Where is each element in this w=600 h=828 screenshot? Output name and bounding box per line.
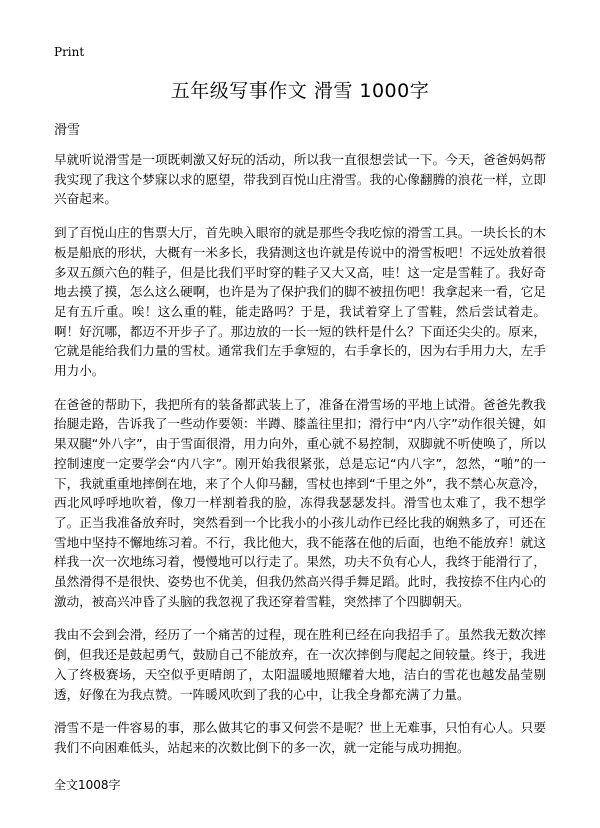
- article-body: [54, 150, 546, 772]
- paragraph-5: 滑雪不是一件容易的事，那么做其它的事又何尝不是呢？世上无难事，只怕有心人。只要我们不向困难低头，站起来的次数比倒下的多一次，就一定能与成功拥抱。: [54, 720, 546, 755]
- paragraph-4: 我由不会到会滑，经历了一个痛苦的过程，现在胜利已经在向我招手了。虽然我无数次摔倒，但我还是鼓起勇气，鼓励自己不能放弃，在一次次摔倒与爬起之间较量。终于，我进入了终极赛场，天空似乎更晴朗了，太阳温暖地照耀着大地，洁白的雪花也越发晶莹剔透，好像在为我点赞。一阵暖风吹到了我的心中，让我全身都充满了力量。: [54, 627, 546, 702]
- paragraph-3: 在爸爸的帮助下，我把所有的装备都武装上了，准备在滑雪场的平地上试滑。爸爸先教我抬腿走路，告诉我了一些动作要领：半蹲、膝盖往里扣；滑行中“内八字”动作很关键，如果双腿“外八字”，由于雪面很滑，用力向外，重心就不易控制，双脚就不听使唤了，所以控制速度一定要学会“内八字”。刚开始我很紧张，总是忘记“内八字”，忽然，“啪”的一下，我就重重地摔倒在地，来了个人仰马翻，雪杖也摔到“千里之外”，我不禁心灰意冷，西北风呼呼地吹着，像刀一样割着我的脸，冻得我瑟瑟发抖。滑雪也太难了，我不想学了。正当我准备放弃时，突然看到一个比我小的小孩儿动作已经比我的娴熟多了，可还在雪地中坚持不懈地练习着。不行，我比他大，我不能落在他的后面，也绝不能放弃！就这样我一次一次地练习着，慢慢地可以行走了。果然，功夫不负有心人，我终于能滑行了，虽然滑得不是很快、姿势也不优美，但我仍然高兴得手舞足蹈。此时，我按捺不住内心的激动，被高兴冲昏了头脑的我忽视了我还穿着雪鞋，突然摔了个四脚朝天。: [54, 396, 546, 609]
- paragraph-2: 到了百悦山庄的售票大厅，首先映入眼帘的就是那些令我吃惊的滑雪工具。一块长长的木板是船底的形状，大概有一米多长，我猜测这也许就是传说中的滑雪板吧！不远处放着很多双五颜六色的鞋子，但是比我们平时穿的鞋子又大又高，哇！这一定是雪鞋了。我好奇地去摸了摸，怎么这么硬啊，也许是为了保护我们的脚不被扭伤吧！我拿起来一看，它足足有五斤重。唉！这么重的鞋，能走路吗？于是，我试着穿上了雪鞋，然后尝试着走。啊！好沉哪，都迈不开步子了。那边放的一长一短的铁杆是什么？下面还尖尖的。原来，它就是能给我们力量的雪杖。通常我们左手拿短的，右手拿长的，因为右手用力大，左手用力小。: [54, 225, 546, 379]
- paragraph-1: 早就听说滑雪是一项既刺激又好玩的活动，所以我一直很想尝试一下。今天，爸爸妈妈帮我实现了我这个梦寐以求的愿望，带我到百悦山庄滑雪。我的心像翻腾的浪花一样，立即兴奋起来。: [54, 152, 546, 207]
- page-title: 五年级写事作文 滑雪 1000字: [170, 80, 430, 102]
- print-link[interactable]: Print: [54, 45, 85, 59]
- article-subtitle: 滑雪: [54, 123, 81, 138]
- word-count: 全文1008字: [54, 778, 121, 792]
